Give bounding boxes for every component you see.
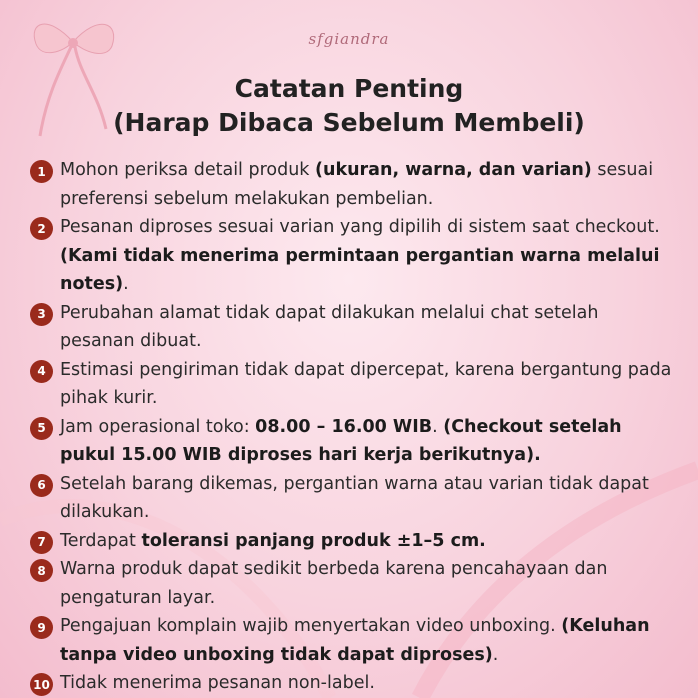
title-line-1: Catatan Penting xyxy=(234,74,464,103)
note-segment: Warna produk dapat sedikit berbeda karena pencahayaan dan pengaturan layar. xyxy=(60,559,608,608)
number-badge: 2 xyxy=(30,217,53,240)
note-text xyxy=(60,160,653,209)
number-badge: 3 xyxy=(30,303,53,326)
note-item xyxy=(30,213,675,299)
note-segment: Setelah barang dikemas, pergantian warna atau varian tidak dapat dilakukan. xyxy=(60,473,649,522)
note-emphasis: toleransi panjang produk ±1–5 cm. xyxy=(141,530,486,551)
note-text xyxy=(60,616,650,665)
number-badge: 4 xyxy=(30,360,53,383)
number-badge: 1 xyxy=(30,160,53,183)
note-segment: sesuai preferensi sebelum melakukan pembelian. xyxy=(60,160,654,209)
note-item xyxy=(30,470,675,527)
note-item xyxy=(30,299,675,356)
note-segment: Jam operasional toko: xyxy=(60,416,256,437)
note-emphasis: (Checkout setelah pukul 15.00 WIB diproses hari kerja berikutnya). xyxy=(60,416,622,465)
number-badge: 9 xyxy=(30,616,53,639)
note-item xyxy=(30,669,675,698)
title-line-2: (Harap Dibaca Sebelum Membeli) xyxy=(113,108,585,137)
note-segment: Perubahan alamat tidak dapat dilakukan melalui chat setelah pesanan dibuat. xyxy=(60,302,599,351)
note-segment: . xyxy=(432,416,444,437)
note-segment: Terdapat xyxy=(60,530,142,551)
note-segment: Estimasi pengiriman tidak dapat dipercepat, karena bergantung pada pihak kurir. xyxy=(60,359,672,408)
number-badge: 8 xyxy=(30,559,53,582)
note-item xyxy=(30,527,675,556)
note-emphasis: (Kami tidak menerima permintaan pergantian warna melalui notes) xyxy=(60,245,660,294)
note-emphasis: (ukuran, warna, dan varian) xyxy=(315,160,592,180)
note-emphasis: 08.00 – 16.00 WIB xyxy=(255,416,433,437)
note-segment: . xyxy=(492,644,499,665)
note-item xyxy=(30,612,675,669)
note-text xyxy=(60,417,622,466)
note-item xyxy=(30,156,675,213)
note-text xyxy=(60,217,660,294)
note-text xyxy=(60,303,598,352)
note-item xyxy=(30,555,675,612)
number-badge: 6 xyxy=(30,474,53,497)
number-badge: 7 xyxy=(30,531,53,554)
note-text xyxy=(60,673,375,693)
brand-signature: sfgiandra xyxy=(308,30,390,48)
page-title xyxy=(0,72,698,140)
note-segment: Mohon periksa detail produk xyxy=(60,160,315,180)
note-item xyxy=(30,413,675,470)
number-badge: 10 xyxy=(30,673,53,696)
note-segment: . xyxy=(123,274,129,294)
note-item xyxy=(30,356,675,413)
note-segment: Pengajuan komplain wajib menyertakan video unboxing. xyxy=(60,616,562,636)
note-text xyxy=(60,360,671,409)
note-emphasis: (Keluhan tanpa video unboxing tidak dapat diproses) xyxy=(60,616,650,665)
note-segment: Pesanan diproses sesuai varian yang dipilih di sistem saat checkout. xyxy=(60,217,660,237)
note-text xyxy=(60,531,486,551)
number-badge: 5 xyxy=(30,417,53,440)
notes-list xyxy=(30,156,675,698)
note-text xyxy=(60,474,649,523)
note-segment: Tidak menerima pesanan non-label. xyxy=(60,673,375,693)
note-text xyxy=(60,559,607,608)
